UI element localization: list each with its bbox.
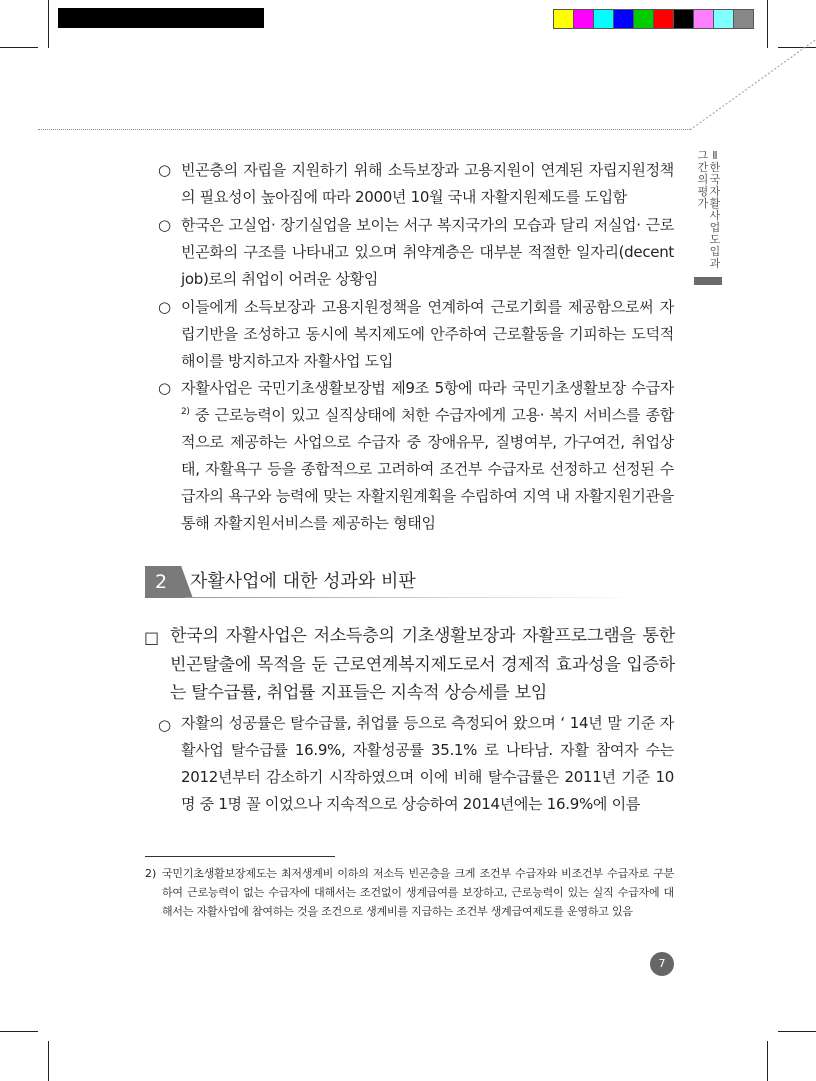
header-diagonal-rule [690, 38, 816, 130]
bullet-symbol: ○ [158, 298, 172, 316]
side-chapter-title [697, 150, 723, 270]
crop-mark [48, 0, 49, 48]
footnote-number: 2) [145, 867, 157, 880]
paragraph-2: 한국은 고실업· 장기실업을 보이는 서구 복지국가의 모습과 달리 저실업· 근로빈곤화의 구조를 나타내고 있으며 취약계층은 대부분 적절한 일자리(decent job)로의 취업이 어려운 상황임 [181, 216, 674, 288]
page-number: 7 [650, 952, 674, 976]
side-title-col1: Ⅱ 한국 자활사업 도입과 [709, 149, 721, 270]
side-tab-bar [694, 277, 722, 285]
color-swatch [634, 10, 654, 28]
color-swatch [574, 10, 594, 28]
section-underline [185, 597, 645, 598]
crop-mark [778, 1031, 816, 1032]
color-swatch [714, 10, 734, 28]
crop-mark [0, 47, 38, 48]
footnote-ref: 2) [181, 407, 190, 417]
paragraph-1: 빈곤층의 자립을 지원하기 위해 소득보장과 고용지원이 연계된 자립지원정책의 필요성이 높아짐에 따라 2000년 10월 국내 자활지원제도를 도입함 [181, 161, 674, 206]
footnote-text: 국민기초생활보장제도는 최저생계비 이하의 저소득 빈곤층을 크게 조건부 수급자와 비조건부 수급자로 구분하여 근로능력이 없는 수급자에 대해서는 조건없이 생계급여를 보장하고, 근로능력이 있는 실직 수급자에 대해서는 자활사업에 참여하는 것을 조건으로 생계비를 지급하는 조건부 생계급여제도를 운영하고 있음 [162, 867, 674, 918]
crop-mark [0, 1031, 38, 1032]
paragraph-5: 자활의 성공률은 탈수급률, 취업률 등으로 측정되어 왔으며 ‘ 14년 말 기준 자활사업 탈수급률 16.9%, 자활성공률 35.1% 로 나타남. 자활 참여자 수는 2012년부터 감소하기 시작하였으며 이에 비해 탈수급률은 2011년 기준 10명 중 1명 꼴 이었으나 지속적으로 상승하여 2014년에는 16.9%에 이름 [181, 714, 674, 813]
paragraph-4 [181, 375, 674, 537]
paragraph-4-part2: 중 근로능력이 있고 실직상태에 처한 수급자에게 고용· 복지 서비스를 종합적으로 제공하는 사업으로 수급자 중 장애유무, 질병여부, 가구여건, 취업상태, 자활욕구 등을 종합적으로 고려하여 조건부 수급자로 선정하고 선정된 수급자의 욕구와 능력에 맞는 자활지원계획을 수립하여 지역 내 자활지원기관을 통해 자활지원서비스를 제공하는 형태임 [181, 406, 674, 532]
color-swatch [694, 10, 714, 28]
section-heading [145, 566, 645, 598]
color-swatch [554, 10, 574, 28]
printer-black-bar [58, 8, 264, 28]
color-swatch [734, 10, 753, 28]
color-swatch [614, 10, 634, 28]
crop-mark [48, 1041, 49, 1081]
bullet-symbol: ○ [158, 216, 172, 234]
bullet-symbol: ○ [158, 716, 172, 734]
side-title-col2: 그간의 평가 [697, 149, 709, 210]
summary-paragraph: 한국의 자활사업은 저소득층의 기초생활보장과 자활프로그램을 통한 빈곤탈출에 목적을 둔 근로연계복지제도로서 경제적 효과성을 입증하는 탈수급률, 취업률 지표들은 지속적 상승세를 보임 [170, 626, 675, 703]
section-title: 자활사업에 대한 성과와 비판 [190, 571, 416, 592]
color-swatch [674, 10, 694, 28]
paragraph-4-part1: 자활사업은 국민기초생활보장법 제9조 5항에 따라 국민기초생활보장 수급자 [181, 379, 674, 397]
bullet-symbol: ○ [158, 379, 172, 397]
crop-mark [767, 1041, 768, 1081]
color-registration-bar [553, 9, 754, 29]
header-dotted-rule [38, 129, 690, 130]
bullet-symbol: ○ [158, 161, 172, 179]
footnote-rule [145, 856, 335, 857]
section-number: 2 [145, 566, 177, 598]
paragraph-3: 이들에게 소득보장과 고용지원정책을 연계하여 근로기회를 제공함으로써 자립기반을 조성하고 동시에 복지제도에 안주하여 근로활동을 기피하는 도덕적 해이를 방지하고자 자활사업 도입 [181, 298, 674, 370]
box-bullet-symbol: □ [144, 628, 160, 647]
color-swatch [594, 10, 614, 28]
color-swatch [654, 10, 674, 28]
